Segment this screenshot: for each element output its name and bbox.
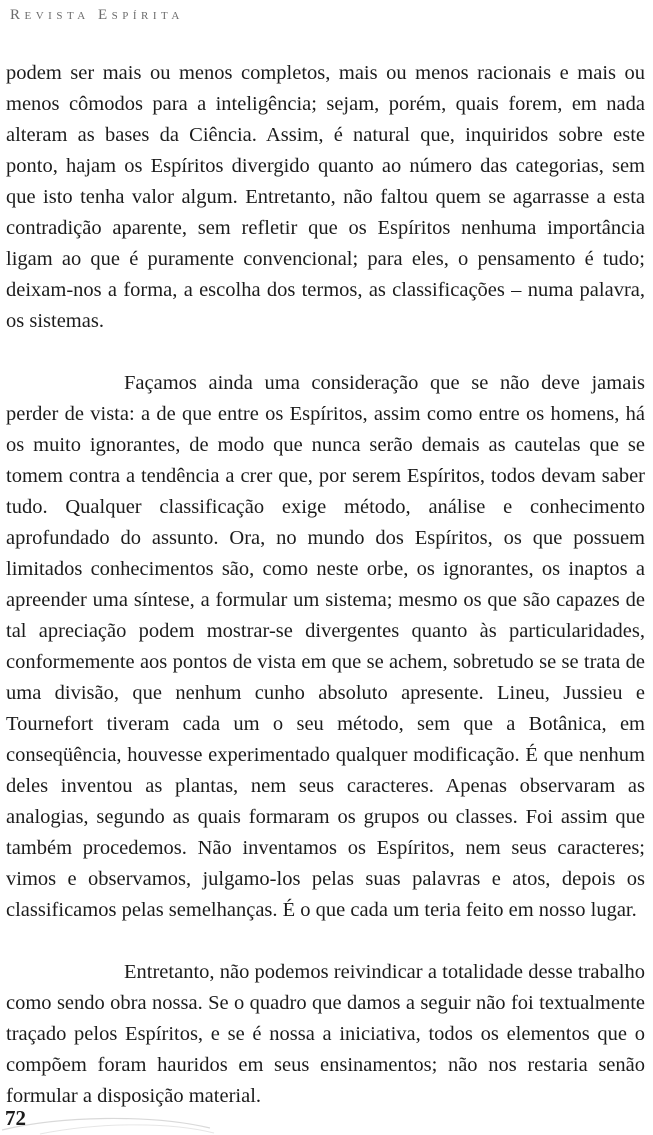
body-text — [6, 58, 645, 1112]
page-number: 72 — [5, 1106, 26, 1130]
paragraph-classification: Façamos ainda uma consideração que se não deve jamais perder de vista: a de que entre os Espíritos, assim como entre os homens, há os muito ignorantes, de modo que nunca serão demais as cautelas que se tomem contra a tendência a crer que, por serem Espíritos, todos devam saber tudo. Qualquer classificação exige método, análise e conhecimento aprofundado do assunto. Ora, no mundo dos Espíritos, os que possuem limitados conhecimentos são, como neste orbe, os ignorantes, os inaptos a apreender uma síntese, a formular um sistema; mesmo os que são capazes de tal apreciação podem mostrar-se divergentes quanto às particularidades, conformemente aos pontos de vista em que se achem, sobretudo se se trata de uma divisão, que nenhum cunho absoluto apresente. Lineu, Jussieu e Tournefort tiveram cada um o seu método, sem que a Botânica, em conseqüência, houvesse experimentado qualquer modificação. É que nenhum deles inventou as plantas, nem seus caracteres. Apenas observaram as analogias, segundo as quais formaram os grupos ou classes. Foi assim que também procedemos. Não inventamos os Espíritos, nem seus caracteres; vimos e observamos, julgamo-los pelas suas palavras e atos, depois os classificamos pelas semelhanças. É o que cada um teria feito em nosso lugar. — [6, 372, 645, 921]
paragraph-authorship: Entretanto, não podemos reivindicar a totalidade desse trabalho como sendo obra nossa. Se o quadro que damos a seguir não foi textualmente traçado pelos Espíritos, e se é nossa a iniciativa, todos os elementos que o compõem foram hauridos em seus ensinamentos; não nos restaria senão formular a disposição material. — [6, 961, 645, 1107]
footer-swoosh-ornament — [0, 1108, 230, 1135]
paragraph-continuation: podem ser mais ou menos completos, mais ou menos racionais e mais ou menos cômodos para a inteligência; sejam, porém, quais forem, em nada alteram as bases da Ciência. Assim, é natural que, inquiridos sobre este ponto, hajam os Espíritos divergido quanto ao número das categorias, sem que isto tenha valor algum. Entretanto, não faltou quem se agarrasse a esta contradição aparente, sem refletir que os Espíritos nenhuma importância ligam ao que é puramente convencional; para eles, o pensamento é tudo; deixam-nos a forma, a escolha dos termos, as classificações – numa palavra, os sistemas. — [6, 62, 645, 332]
running-header: Revista Espírita — [10, 7, 184, 23]
